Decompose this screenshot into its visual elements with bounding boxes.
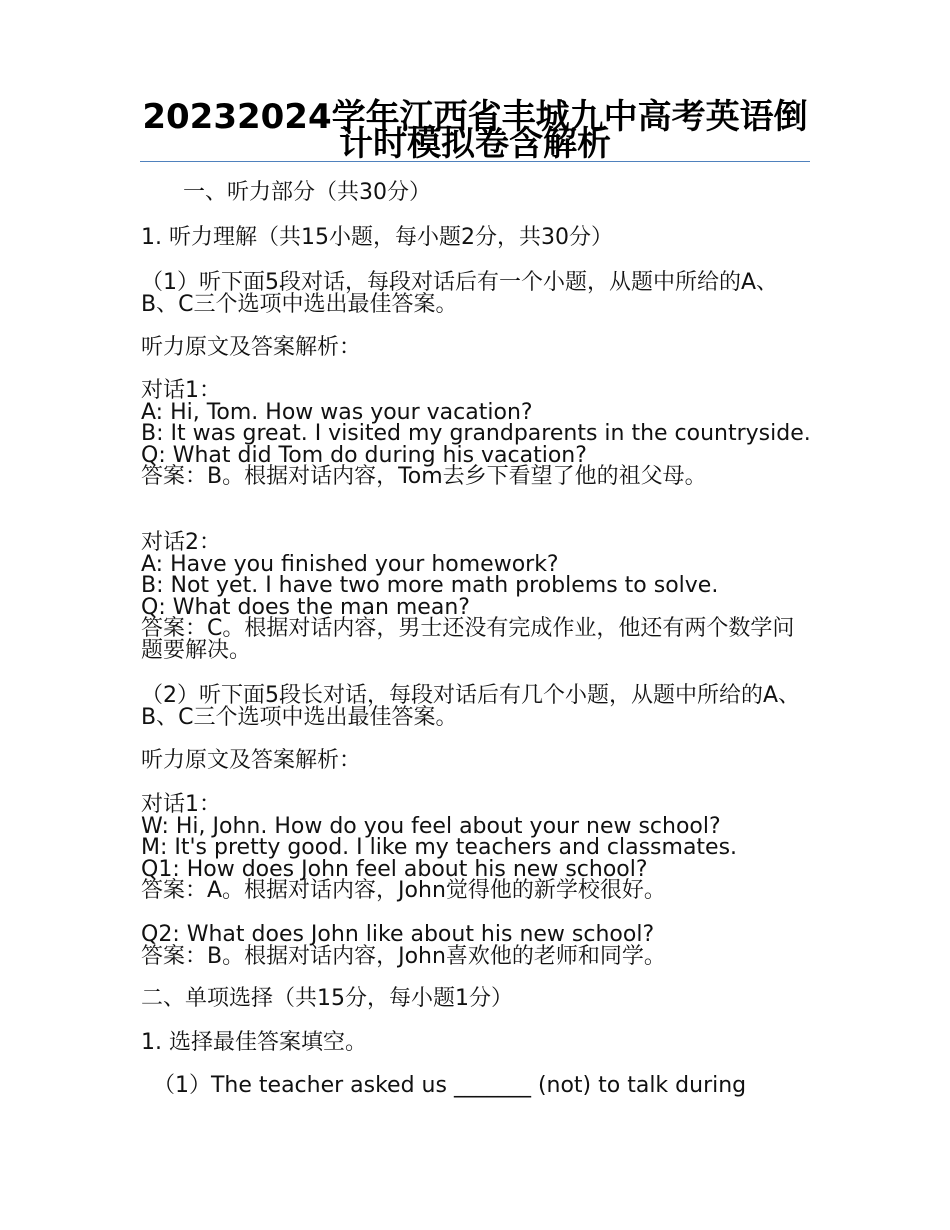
title-underline	[140, 161, 810, 162]
dialogue-1-block: 对话1： A: Hi, Tom. How was your vacation? B: It was great. I visited my grandparents in the countryside. Q: What did Tom do during his vacation? 答案：B。根据对话内容，Tom去乡下看望了他的祖父母。	[141, 378, 811, 489]
single-choice-instructions: 1. 选择最佳答案填空。	[141, 1030, 367, 1055]
long-dialogue-1-block: 对话1： W: Hi, John. How do you feel about your new school? M: It's pretty good. I like my teachers and classmates. Q1: How does John feel about his new school? 答案：A。根据对话内容，John觉得他的新学校很好。	[141, 792, 738, 903]
section-heading-single-choice: 二、单项选择（共15分，每小题1分）	[141, 986, 513, 1011]
part2-instructions: （2）听下面5段长对话，每段对话后有几个小题，从题中所给的A、B、C三个选项中选出最佳答案。	[141, 683, 801, 730]
part1-instructions: （1）听下面5段对话，每段对话后有一个小题，从题中所给的A、B、C三个选项中选出最佳答案。	[141, 270, 779, 317]
transcript-heading-2: 听力原文及答案解析：	[141, 748, 362, 773]
dialogue-2-block: 对话2： A: Have you finished your homework? B: Not yet. I have two more math problems to solve. Q: What does the man mean? 答案：C。根据对话内容，男士还没有完成作业，他还有两个数学问题要解决。	[141, 530, 795, 663]
question-1: （1）The teacher asked us _______ (not) to talk during	[153, 1073, 747, 1098]
section-heading-listening: 一、听力部分（共30分）	[183, 180, 431, 205]
long-dialogue-1-q2: Q2: What does John like about his new school? 答案：B。根据对话内容，John喜欢他的老师和同学。	[141, 922, 666, 969]
transcript-heading: 听力原文及答案解析：	[141, 335, 362, 360]
document-title: 20232024学年江西省丰城九中高考英语倒计时模拟卷含解析	[142, 97, 808, 164]
listening-comprehension-heading: 1. 听力理解（共15小题，每小题2分，共30分）	[141, 225, 613, 250]
